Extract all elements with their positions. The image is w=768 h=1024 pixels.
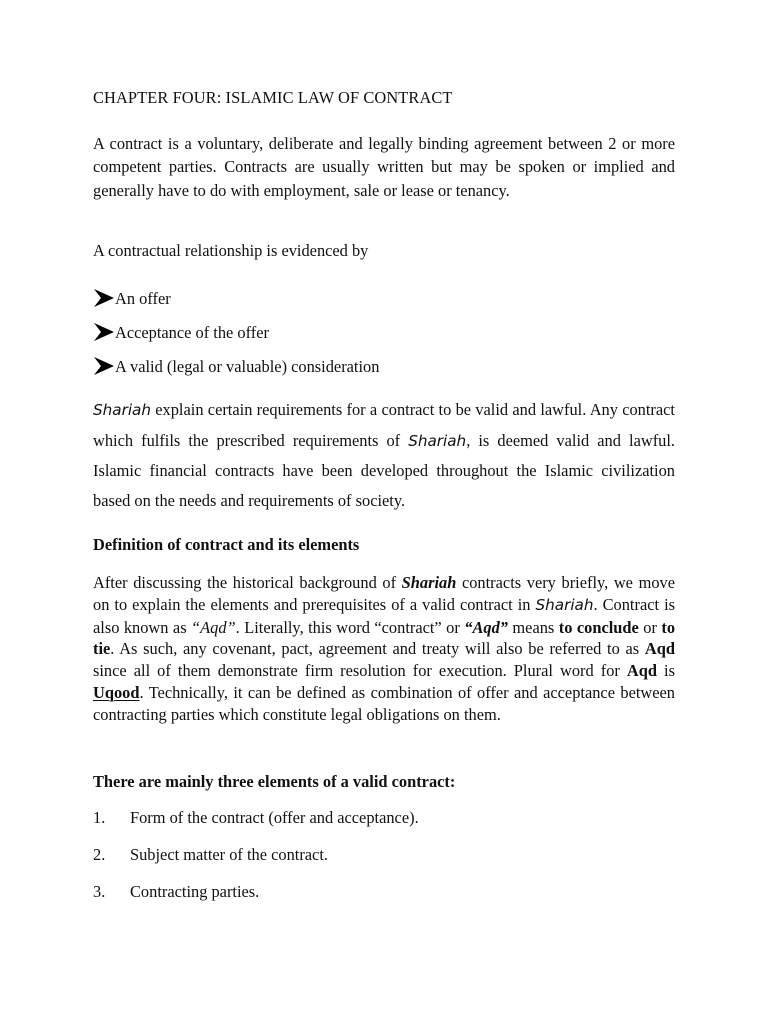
shariah-term: Shariah bbox=[93, 401, 151, 419]
list-item-number: 2. bbox=[93, 845, 106, 864]
shariah-paragraph: Shariah explain certain requirements for a contract to be valid and lawful. Any contract which fulfils the prescribed requirements of Shariah, is deemed valid and lawful. Islamic financial contracts have been developed throughout the Islamic civilization based on the needs and requirements of society. bbox=[93, 400, 675, 510]
shariah-bold-term: Shariah bbox=[401, 573, 457, 592]
chapter-title: CHAPTER FOUR: ISLAMIC LAW OF CONTRACT bbox=[93, 88, 453, 107]
uqood-term: Uqood bbox=[93, 682, 140, 702]
arrowhead-bullet-icon bbox=[93, 356, 115, 376]
intro-paragraph: A contract is a voluntary, deliberate and legally binding agreement between 2 or more competent parties. Contracts are usually written but may be spoken or implied and generally have to do with employment, sale or lease or tenancy. bbox=[93, 134, 675, 200]
list-item bbox=[93, 845, 328, 865]
elements-heading: There are mainly three elements of a valid contract: bbox=[93, 772, 456, 791]
list-item-text: Form of the contract (offer and acceptance). bbox=[130, 808, 419, 827]
aqd-term: Aqd bbox=[626, 661, 657, 681]
aqd-quoted-term: “Aqd” bbox=[464, 617, 508, 637]
shariah-term: Shariah bbox=[535, 595, 594, 614]
definition-paragraph: After discussing the historical background of Shariah contracts very briefly, we move on to explain the elements and prerequisites of a valid contract in Shariah. Contract is also known as “Aqd”. Literally, this word “contract” or “Aqd” means to conclude or to tie. As such, any covenant, pact, agreement and treaty will also be referred to as Aqd since all of them demonstrate firm resolution for execution. Plural word for Aqd is Uqood. Technically, it can be defined as combination of offer and acceptance between contracting parties which constitute legal obligations on them. bbox=[93, 573, 676, 724]
evidence-item-text: Acceptance of the offer bbox=[115, 323, 269, 342]
to-conclude-term: to conclude bbox=[558, 617, 639, 637]
evidence-item-text: A valid (legal or valuable) consideration bbox=[115, 357, 380, 376]
arrowhead-bullet-icon bbox=[93, 288, 115, 308]
evidence-item-text: An offer bbox=[115, 289, 171, 308]
list-item-text: Subject matter of the contract. bbox=[130, 845, 328, 864]
evidence-item bbox=[93, 356, 379, 377]
to-tie-term: to tie bbox=[93, 617, 676, 659]
arrowhead-bullet-icon bbox=[93, 322, 115, 342]
evidence-item bbox=[93, 322, 269, 343]
list-item-text: Contracting parties. bbox=[130, 882, 260, 901]
list-item bbox=[93, 882, 259, 902]
list-item bbox=[93, 808, 419, 828]
evidence-lead: A contractual relationship is evidenced by bbox=[93, 241, 369, 260]
aqd-quoted-term: “Aqd” bbox=[191, 617, 236, 637]
shariah-term: Shariah bbox=[408, 431, 467, 450]
evidence-item bbox=[93, 288, 171, 309]
aqd-term: Aqd bbox=[644, 639, 675, 659]
list-item-number: 1. bbox=[93, 808, 106, 827]
list-item-number: 3. bbox=[93, 882, 106, 901]
definition-heading: Definition of contract and its elements bbox=[93, 535, 360, 554]
